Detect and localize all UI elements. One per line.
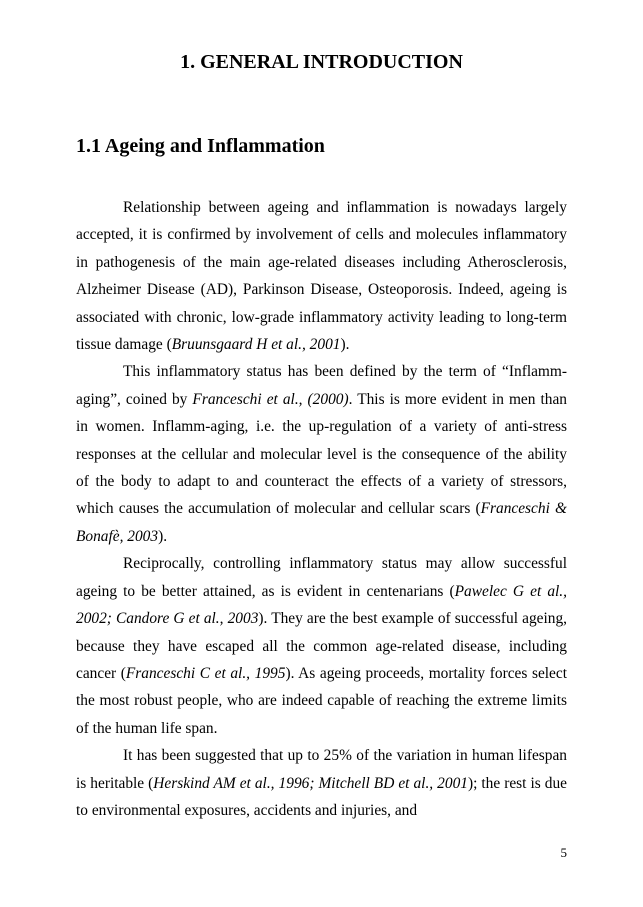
paragraph: [76, 194, 567, 358]
citation: Pawelec G et al., 2002; Candore G et al., 2003: [76, 582, 567, 628]
chapter-title: 1. GENERAL INTRODUCTION: [180, 51, 463, 73]
paragraph: [76, 550, 567, 742]
paragraph-text: This inflammatory status has been defined by the term of “Inflamm-aging”, coined by: [76, 363, 567, 408]
paragraph-text: Relationship between ageing and inflammation is nowadays largely accepted, it is confirmed by involvement of cells and molecules inflammatory in pathogenesis of the main age-related diseases including Atherosclerosis, Alzheimer Disease (AD), Parkinson Disease, Osteoporosis. Indeed, ageing is associated with chronic, low-grade inflammatory activity leading to long-term tissue damage (: [76, 199, 567, 354]
paragraph-text: ).: [340, 336, 350, 354]
paragraph-text: It has been suggested that up to 25% of the variation in human lifespan is heritable (: [76, 747, 567, 792]
paragraph: [76, 358, 567, 550]
paragraph: [76, 742, 567, 824]
paragraph-text: ).: [158, 527, 168, 545]
citation: Franceschi et al., (2000): [192, 390, 349, 408]
citation: Bruunsgaard H et al., 2001: [171, 336, 341, 354]
paragraph-text: ). As ageing proceeds, mortality forces select the most robust people, who are indeed capable of reaching the extreme limits of the human life span.: [76, 664, 567, 737]
section-title: 1.1 Ageing and Inflammation: [76, 135, 325, 157]
paragraph-text: ); the rest is due to environmental exposures, accidents and injuries, and: [76, 774, 567, 819]
paragraph-text: Reciprocally, controlling inflammatory status may allow successful ageing to be better attained, as is evident in centenarians (: [76, 555, 567, 600]
paragraph-text: . This is more evident in men than in women. Inflamm-aging, i.e. the up-regulation of a variety of anti-stress responses at the cellular and molecular level is the consequence of the ability of the body to adapt to and counteract the effects of a variety of stressors, which causes the accumulation of molecular and cellular scars (: [76, 390, 567, 518]
citation: Franceschi & Bonafè, 2003: [76, 500, 567, 545]
citation: Franceschi C et al., 1995: [125, 664, 286, 682]
body-text: [76, 194, 567, 824]
citation: Herskind AM et al., 1996; Mitchell BD et al., 2001: [153, 774, 468, 792]
paragraph-text: ). They are the best example of successful ageing, because they have escaped all the common age-related disease, including cancer (: [76, 610, 567, 682]
page-number: 5: [560, 845, 567, 860]
